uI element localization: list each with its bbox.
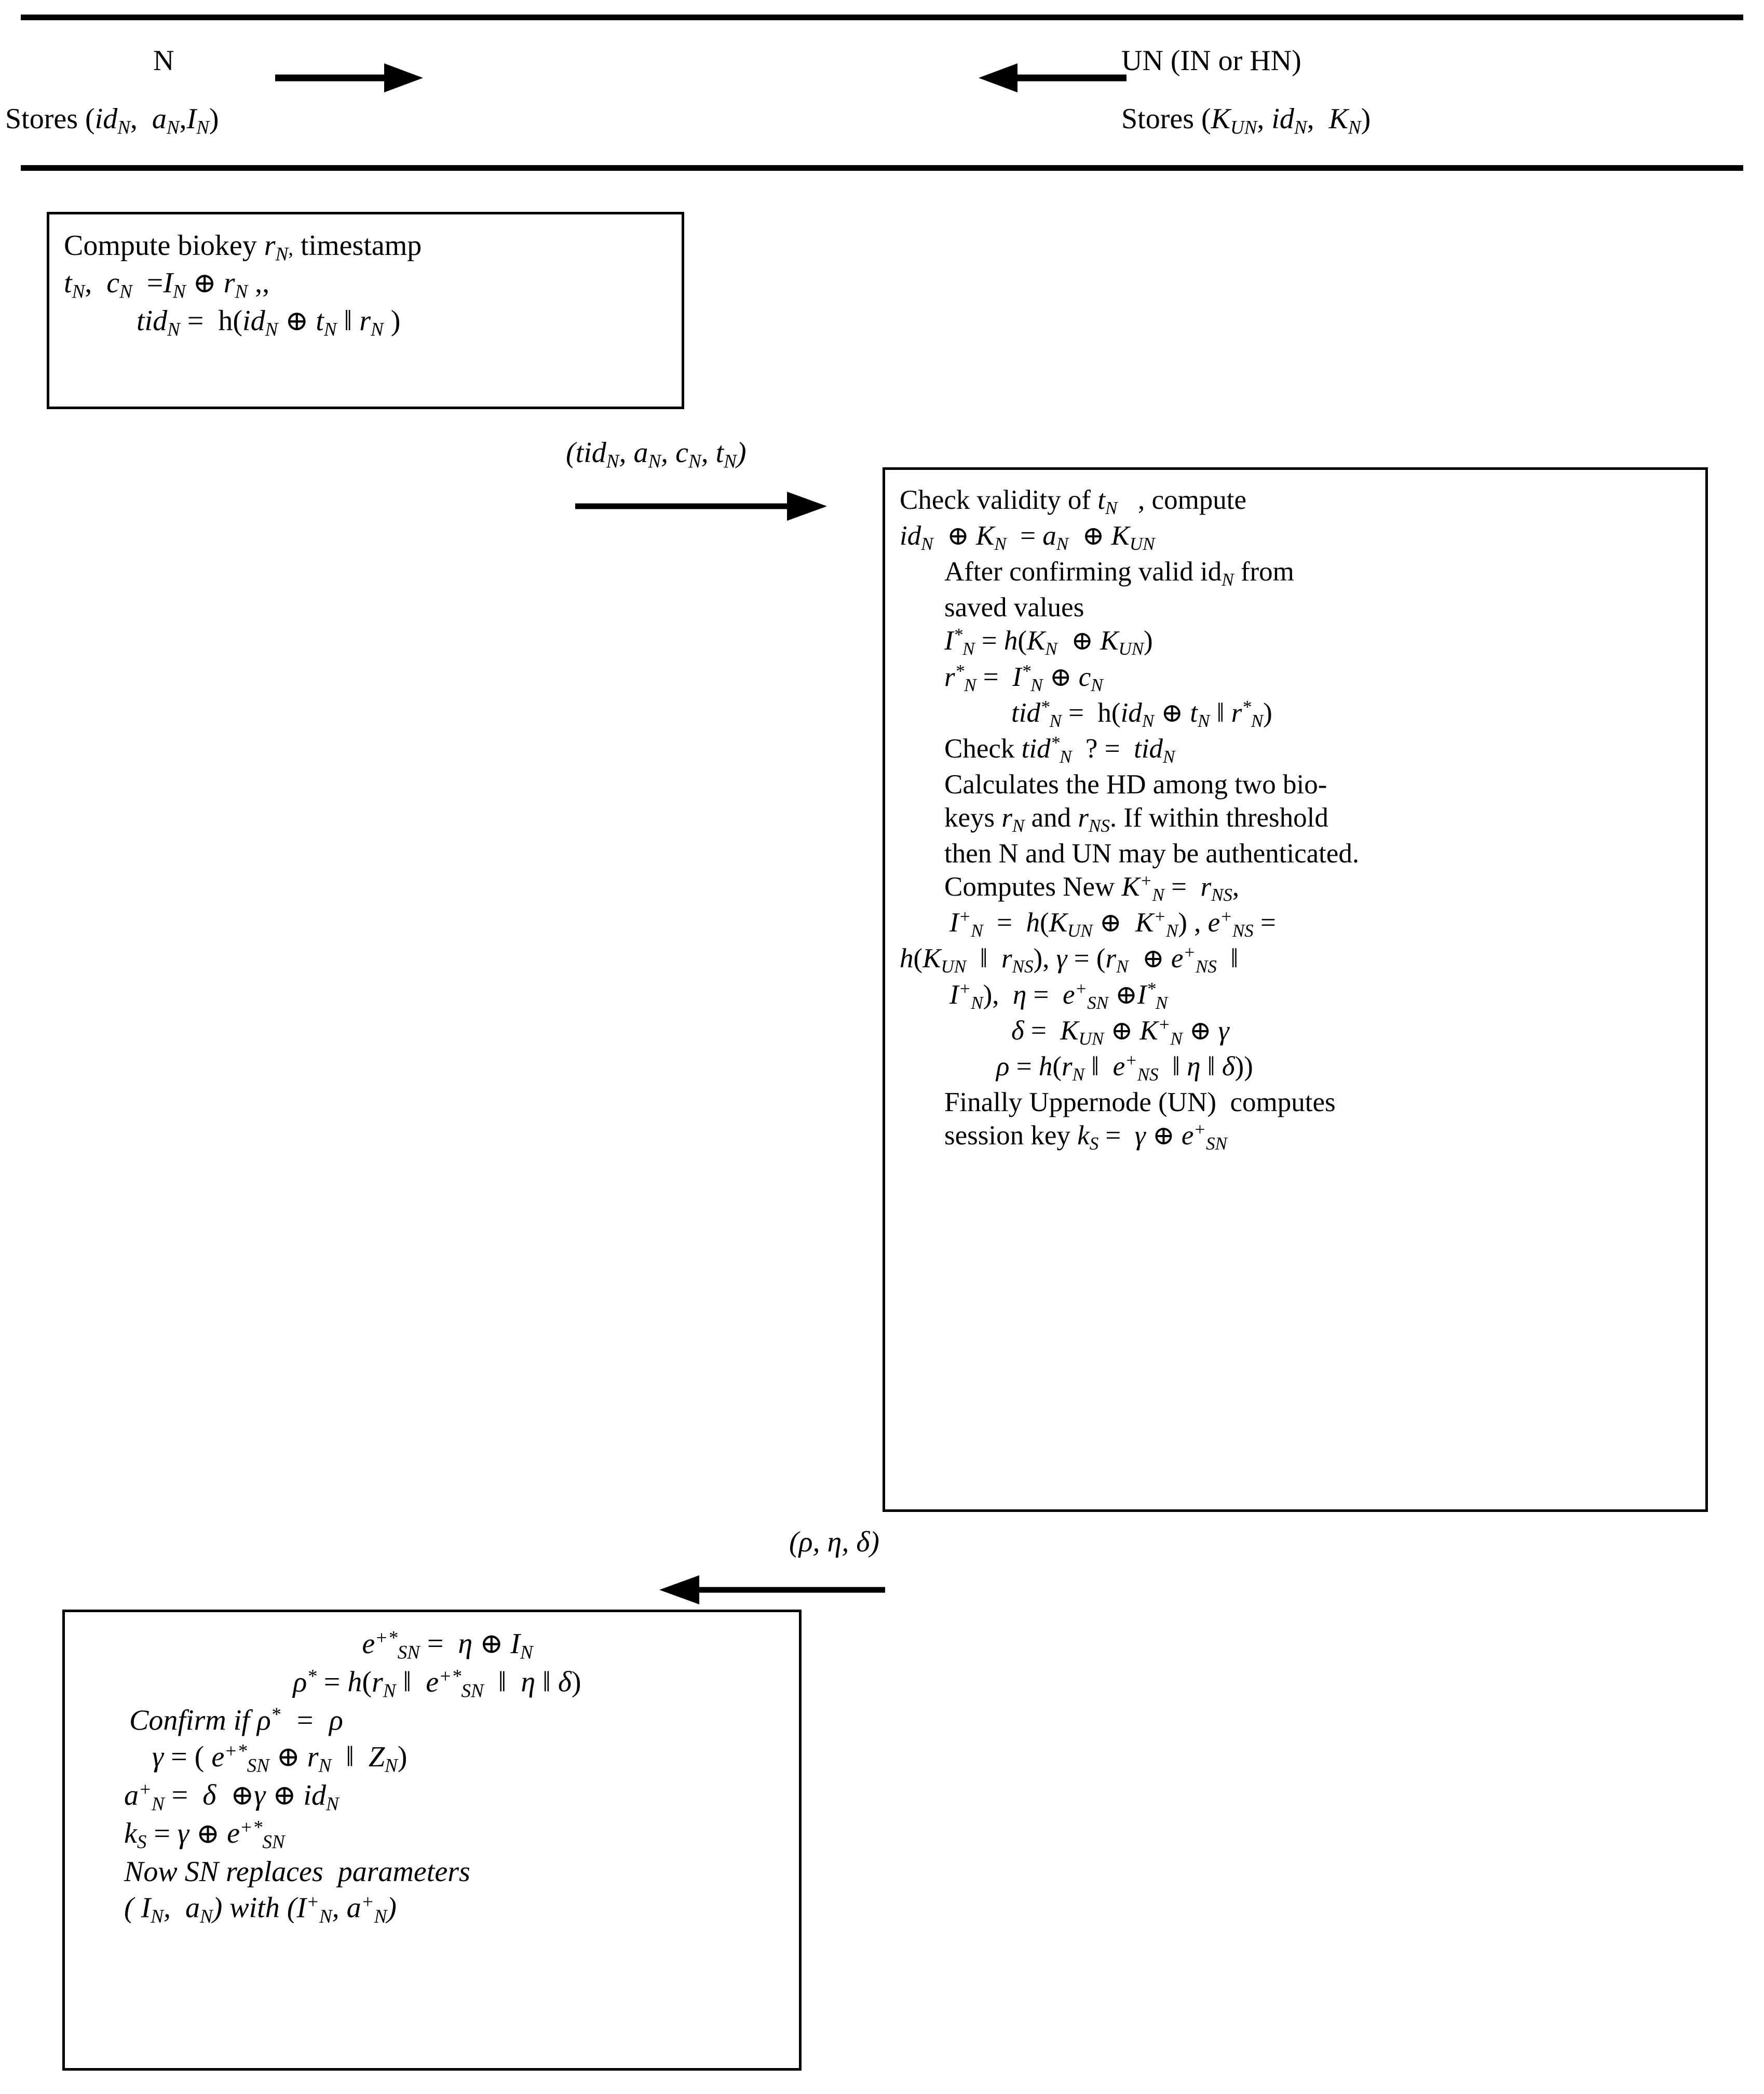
message-2-left-arrow-icon <box>657 1569 885 1609</box>
box-un-verify-line: After confirming valid $id_N$ from <box>944 557 1294 590</box>
box-un-verify-line: $id_N$ ⊕ $K_N = a_N$ ⊕ $K_{UN}$ <box>900 521 1155 554</box>
box-node-compute-line: Compute biokey $r_N$, timestamp <box>64 229 422 265</box>
header-bottom-rule <box>21 165 1743 171</box>
box-node-compute <box>47 212 684 409</box>
box-un-verify-line: $h(K_{UN}$ ‖ $r_{NS}$), $\gamma = (r_N$ ⊕ $e^+_{NS}$ ‖ <box>900 942 1239 977</box>
box-un-verify-line: keys $r_N$ and $r_{NS}$. If within threshold <box>944 803 1328 836</box>
box-un-verify-line: $I^+_N$), $\eta = e^+_{SN}$ $\oplus I^*_N$ <box>949 978 1168 1013</box>
header-top-rule <box>21 15 1743 20</box>
box-un-verify-line: saved values <box>944 592 1084 623</box>
box-node-final-line: γ = ( $e^{+*}_{SN}$ ⊕ $r_N$ ‖ $Z_N$) <box>152 1739 408 1776</box>
message-2-label: (ρ, η, δ) <box>789 1526 880 1558</box>
box-un-verify <box>883 467 1708 1512</box>
box-un-verify-line: $I^*_N = h(K_N$ ⊕ $K_{UN}$) <box>944 625 1153 659</box>
box-node-final <box>62 1610 802 2071</box>
message-1-right-arrow-icon <box>575 485 830 525</box>
box-node-final-line: $e^{+*}_{SN} = \eta$ ⊕ $I_N$ <box>362 1627 533 1663</box>
box-node-final-line: $\rho^* = h(r_N$ ‖ $e^{+*}_{SN}$ ‖ η ‖ δ) <box>293 1665 581 1701</box>
box-un-verify-line: $r^*_N = I^*_N$ ⊕ $c_N$ <box>944 660 1103 695</box>
right-arrow-icon <box>275 57 426 99</box>
box-node-final-line: $a^+_N = \delta$ ⊕γ ⊕ $id_N$ <box>124 1778 339 1814</box>
message-1-label: (tid$_N$, $a_N$, $c_N$, $t_N$) <box>566 437 747 472</box>
box-node-final-line: $k_S = \gamma$ ⊕ $e^{+*}_{SN}$ <box>124 1816 285 1853</box>
box-un-verify-line: Calculates the HD among two bio- <box>944 769 1327 800</box>
box-un-verify-line: session key $k_S = \gamma$ ⊕ $e^+_{SN}$ <box>944 1119 1227 1154</box>
box-un-verify-line: $\delta = K_{UN}$ ⊕ $K^+_N$ ⊕ γ <box>1011 1014 1229 1049</box>
box-un-verify-line: then N and UN may be authenticated. <box>944 839 1360 869</box>
party-right-name: UN (IN or HN) <box>1121 45 1301 77</box>
box-un-verify-line: Computes New $K^+_N = r_{NS}$, <box>944 871 1240 906</box>
box-node-compute-line: $t_N$, $c_N =I_N$ ⊕ $r_N$ ,, <box>64 267 270 302</box>
box-node-final-line: ( $I_N$, $a_N$) with ($I^+_N$, $a^+_N$) <box>124 1891 397 1927</box>
box-node-final-line: Confirm if ρ* = ρ <box>129 1703 343 1737</box>
left-arrow-icon <box>976 57 1127 99</box>
box-un-verify-line: $tid^*_N = h(id_N$ ⊕ $t_N$ ‖ $r^*_N$) <box>1011 696 1272 731</box>
party-left-name: N <box>153 45 174 77</box>
party-left-stores: Stores ($id_N$, $a_N,I_N$) <box>5 103 219 138</box>
box-un-verify-line: Finally Uppernode (UN) computes <box>944 1087 1336 1117</box>
box-un-verify-line: Check validity of $t_N$ , compute <box>900 485 1247 518</box>
box-un-verify-line: $I^+_N = h(K_{UN}$ ⊕ $K^+_N$) , $e^+_{NS}$ = <box>949 907 1276 941</box>
party-right-stores: Stores ($K_{UN}$, $id_N$, $K_N$) <box>1121 103 1371 138</box>
box-node-compute-line: $tid_N = h(id_N$ ⊕ $t_N$ ‖ $r_N$ ) <box>137 304 401 340</box>
box-un-verify-line: Check tid*$_N$ ? = tid$_N$ <box>944 733 1175 767</box>
box-node-final-line: Now SN replaces parameters <box>124 1855 470 1888</box>
box-un-verify-line: $\rho = h(r_N$ ‖ $e^+_{NS}$ ‖ η ‖ δ)) <box>996 1050 1253 1085</box>
